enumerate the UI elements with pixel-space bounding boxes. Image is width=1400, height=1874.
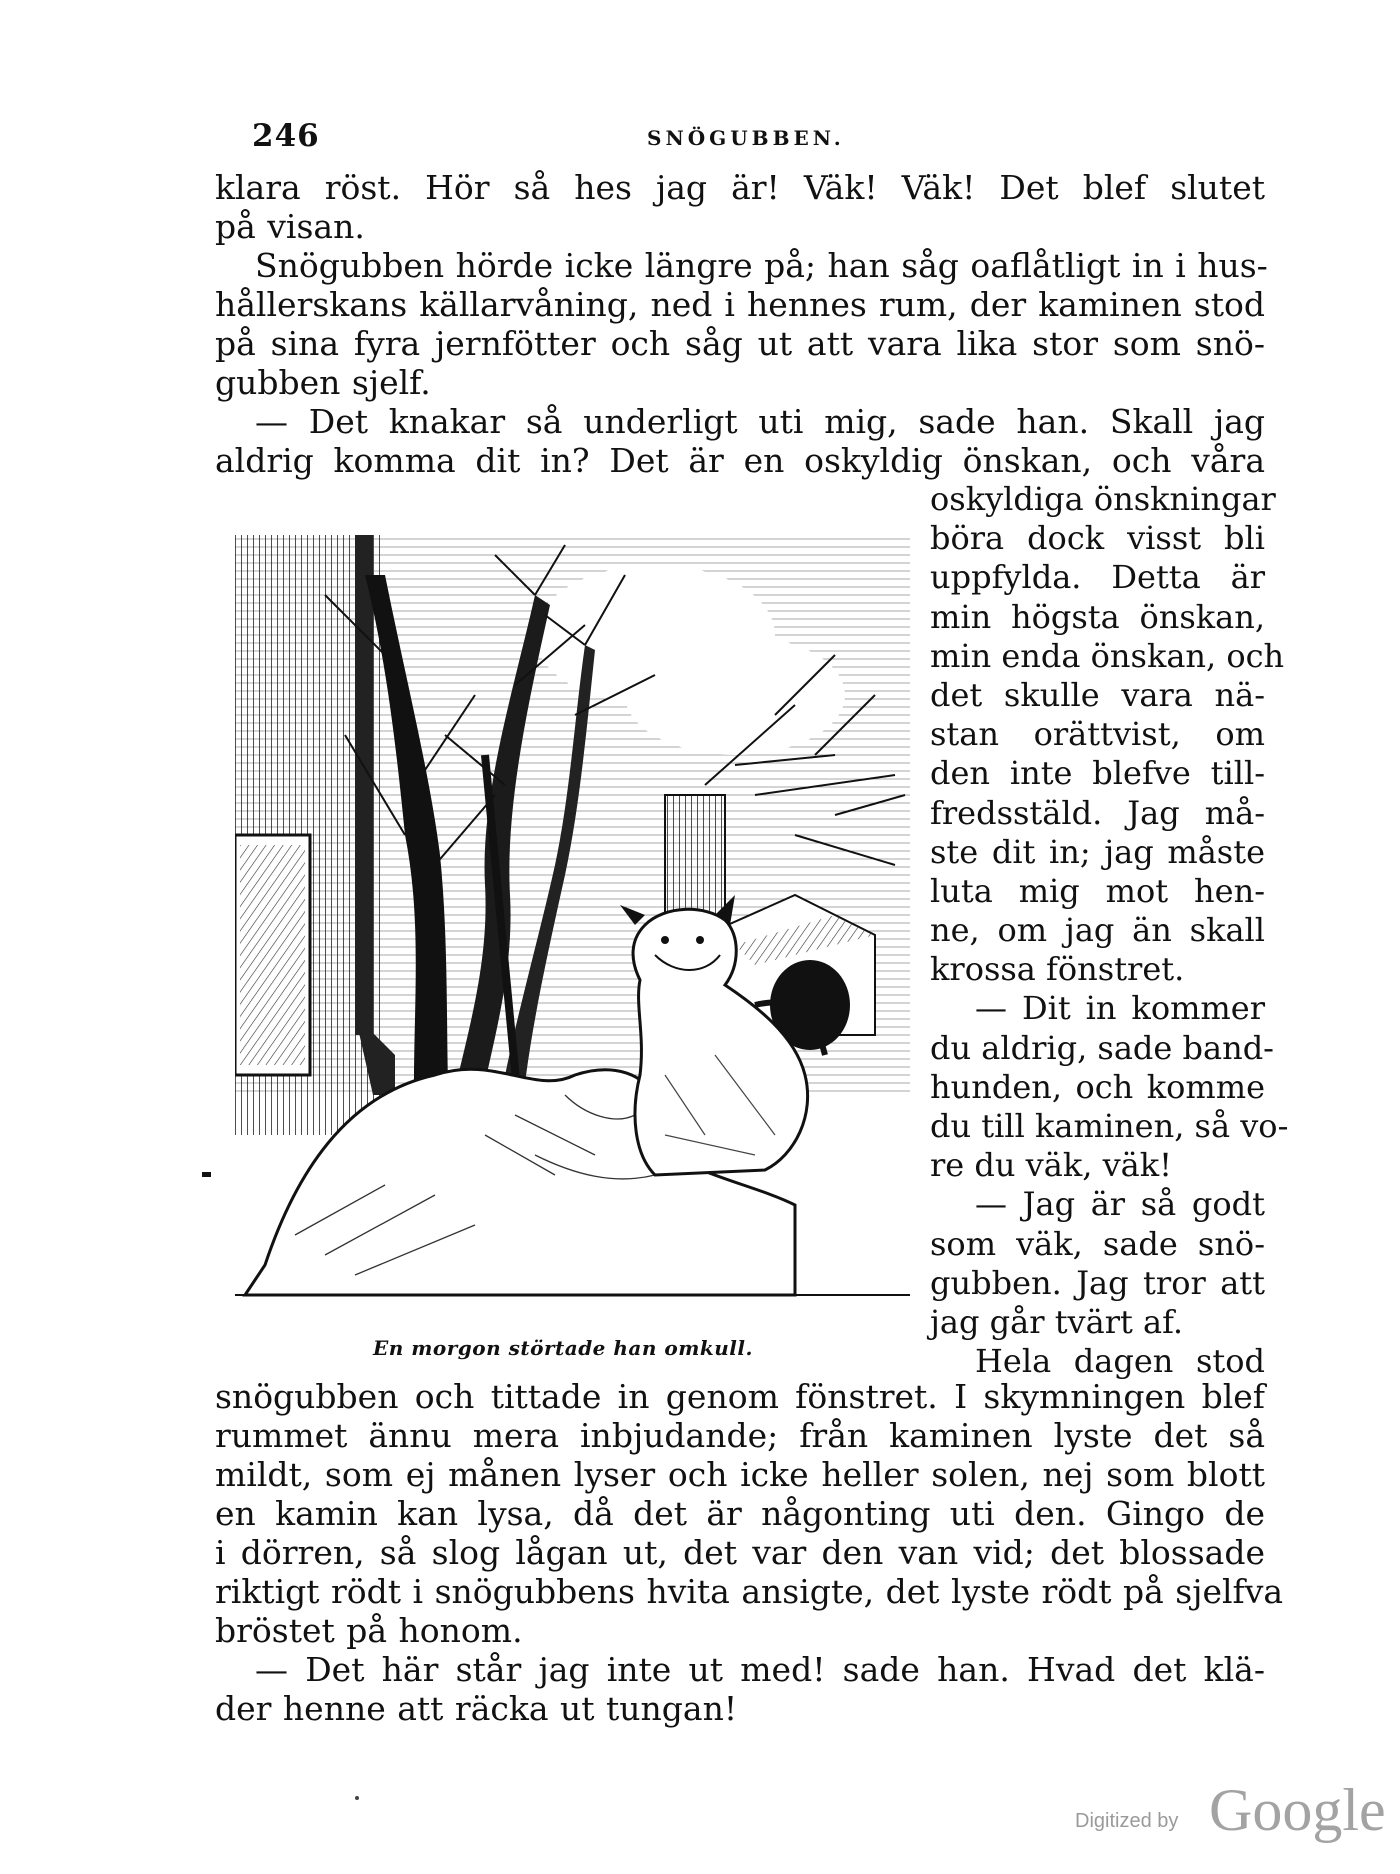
watermark-prefix: Digitized by [1075, 1810, 1179, 1832]
text-line: klara röst. Hör så hes jag är! Väk! Väk! Det blef slutet [215, 168, 1265, 207]
text-line: — Dit in kommer [975, 989, 1265, 1028]
text-line: — Det knakar så underligt uti mig, sade han. Skall jag [255, 402, 1265, 441]
text-line: ste dit in; jag måste [930, 832, 1265, 871]
margin-mark [202, 1172, 211, 1177]
text-line: min enda önskan, och [930, 636, 1285, 675]
text-line: på sina fyra jernfötter och såg ut att vara lika stor som snö- [215, 324, 1265, 363]
text-line: den inte blefve till- [930, 754, 1265, 793]
text-line: du aldrig, sade band- [930, 1028, 1274, 1067]
text-line: på visan. [215, 207, 365, 246]
text-line: mildt, som ej månen lyser och icke heller solen, nej som blott [215, 1455, 1265, 1494]
text-line: krossa fönstret. [930, 950, 1185, 989]
illustration-dog-snowman [235, 535, 910, 1310]
text-line: aldrig komma dit in? Det är en oskyldig önskan, och våra [215, 441, 1265, 480]
text-line: hunden, och komme [930, 1067, 1265, 1106]
running-title: SNÖGUBBEN. [647, 126, 845, 150]
text-line: snögubben och tittade in genom fönstret. I skymningen blef [215, 1377, 1265, 1416]
text-line: — Det här står jag inte ut med! sade han. Hvad det klä- [255, 1650, 1265, 1689]
text-line: i dörren, så slog lågan ut, det var den van vid; det blossade [215, 1533, 1265, 1572]
text-line: — Jag är så godt [975, 1185, 1265, 1224]
bottom-text-block [215, 1377, 1284, 1728]
text-line: det skulle vara nä- [930, 675, 1265, 714]
text-line: bröstet på honom. [215, 1611, 523, 1650]
text-line: jag går tvärt af. [930, 1302, 1183, 1341]
illustration-caption: En morgon störtade han omkull. [373, 1336, 753, 1360]
text-line: hållerskans källarvåning, ned i hennes rum, der kaminen stod [215, 285, 1265, 324]
text-line: oskyldiga önskningar [930, 480, 1276, 518]
text-line: min högsta önskan, [930, 597, 1265, 636]
page-number: 246 [252, 118, 320, 154]
side-text-column [930, 480, 1289, 1381]
scan-speck [355, 1796, 359, 1800]
text-line: Hela dagen stod [975, 1342, 1265, 1381]
text-line: du till kaminen, så vo- [930, 1107, 1289, 1145]
engraving-drawing [235, 535, 910, 1310]
page-header [252, 118, 1262, 158]
text-line: fredsstäld. Jag må- [930, 793, 1265, 832]
text-line: der henne att räcka ut tungan! [215, 1689, 738, 1728]
digitization-watermark [1075, 1770, 1395, 1850]
text-line: uppfylda. Detta är [930, 558, 1265, 597]
text-line: gubben. Jag tror att [930, 1263, 1265, 1302]
text-line: gubben sjelf. [215, 363, 431, 402]
top-text-block [215, 168, 1268, 480]
text-line: rummet ännu mera inbjudande; från kaminen lyste det så [215, 1416, 1265, 1455]
text-line: luta mig mot hen- [930, 871, 1265, 910]
text-line: riktigt rödt i snögubbens hvita ansigte, det lyste rödt på sjelfva [215, 1572, 1284, 1611]
watermark-logo: Google [1209, 1777, 1386, 1843]
text-line: Snögubben hörde icke längre på; han såg oaflåtligt in i hus- [255, 246, 1268, 285]
text-line: en kamin kan lysa, då det är någonting uti den. Gingo de [215, 1494, 1265, 1533]
text-line: böra dock visst bli [930, 519, 1265, 558]
text-line: stan orättvist, om [930, 715, 1265, 754]
text-line: re du väk, väk! [930, 1146, 1172, 1185]
text-line: som väk, sade snö- [930, 1224, 1265, 1263]
text-line: ne, om jag än skall [930, 911, 1265, 950]
